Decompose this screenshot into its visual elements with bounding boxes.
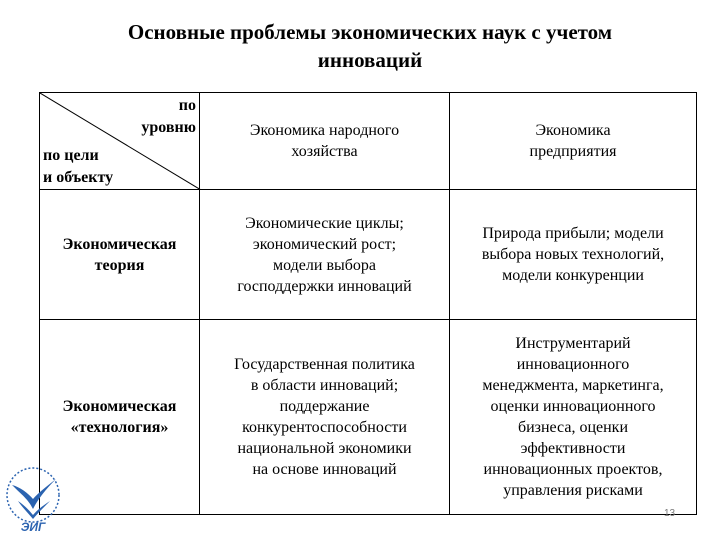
table-header-row xyxy=(40,93,697,190)
corner-label-level: по уровню xyxy=(141,97,196,136)
logo-text: ЭИГ xyxy=(20,520,46,533)
row-header-theory: Экономическая теория xyxy=(40,190,200,320)
corner-cell xyxy=(40,93,200,190)
row-header-technology: Экономическая «технология» xyxy=(40,320,200,515)
table-cell: Природа прибыли; модели выбора новых технологий, модели конкуренции xyxy=(450,190,697,320)
table-cell: Экономические циклы; экономический рост; модели выбора господдержки инноваций xyxy=(200,190,450,320)
corner-label-goal: по цели и объекту xyxy=(43,147,114,186)
table-row xyxy=(40,190,697,320)
column-header-enterprise-economy: Экономика предприятия xyxy=(450,93,697,190)
table-cell: Инструментарий инновационного менеджмента, маркетинга, оценки инновационного бизнеса, оценки эффективности инновационных проектов, управления рисками xyxy=(450,320,697,515)
title-line-2: инноваций xyxy=(317,48,423,72)
slide-title xyxy=(60,18,680,74)
bird-emblem-icon xyxy=(4,465,62,533)
table-row xyxy=(40,320,697,515)
page-number: 13 xyxy=(664,508,676,519)
problems-table xyxy=(39,92,697,515)
title-line-1: Основные проблемы экономических наук с учетом xyxy=(127,20,613,44)
column-header-national-economy: Экономика народного хозяйства xyxy=(200,93,450,190)
table-cell: Государственная политика в области инноваций; поддержание конкурентоспособности национальной экономики на основе инноваций xyxy=(200,320,450,515)
